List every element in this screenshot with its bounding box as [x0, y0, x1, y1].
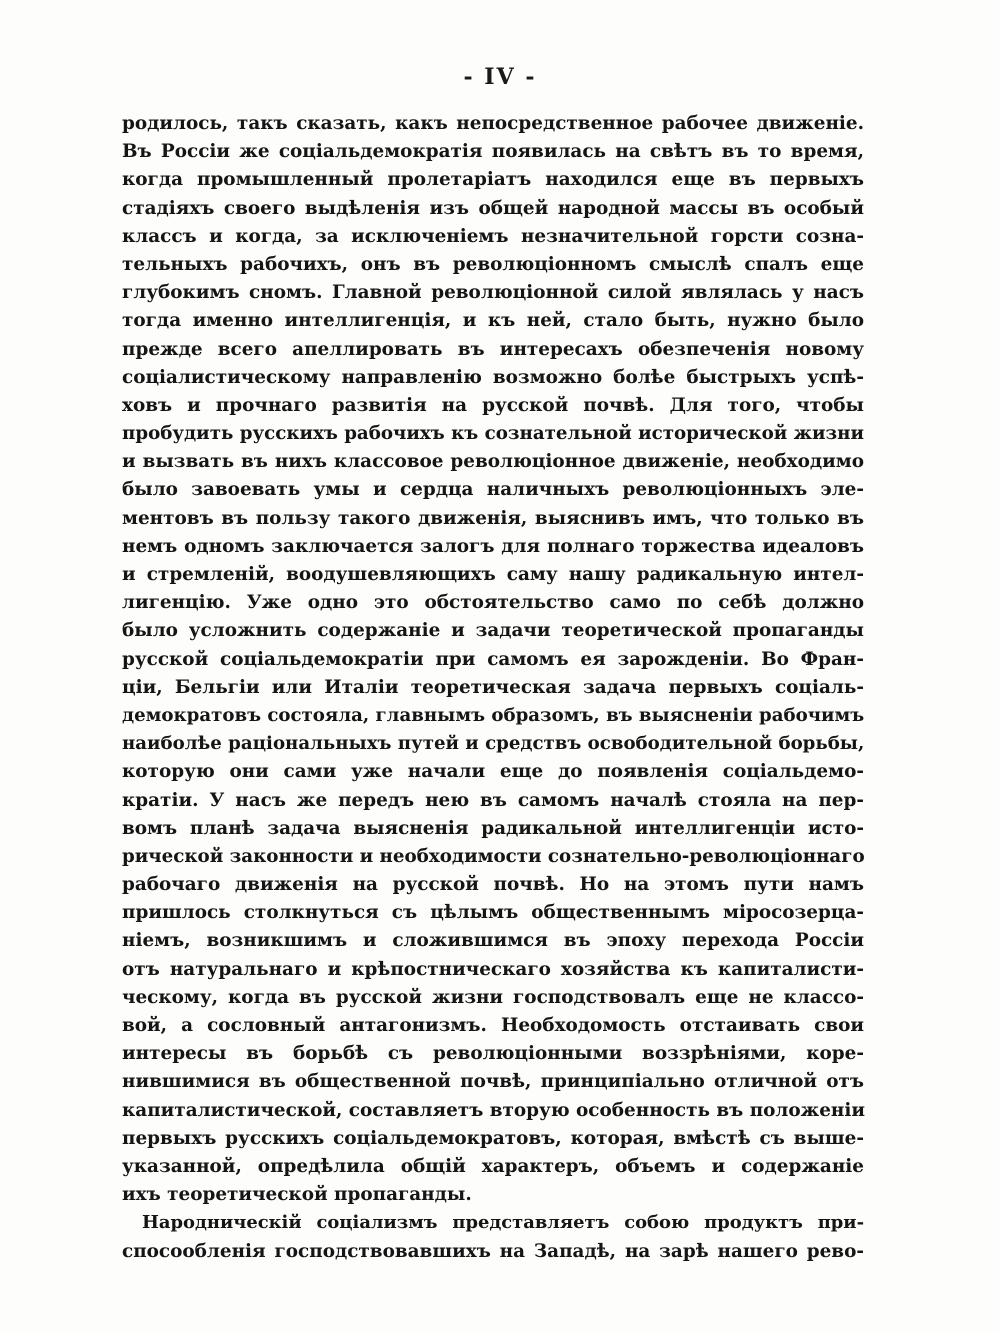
text-line: и вызвать въ нихъ классовое революціонное движеніе, необходимо	[122, 451, 864, 473]
text-line: ховъ и прочнаго развитія на русской почвѣ. Для того, чтобы	[122, 394, 864, 416]
text-line: первыхъ русскихъ соціальдемократовъ, которая, вмѣстѣ съ выше-	[122, 1127, 864, 1149]
text-line: ніемъ, возникшимъ и сложившимся въ эпоху перехода Россіи	[122, 930, 864, 952]
text-line: Въ Россіи же соціальдемократія появилась на свѣтъ въ то время,	[122, 141, 864, 163]
text-line: интересы въ борьбѣ съ революціонными воззрѣніями, коре-	[122, 1043, 864, 1065]
text-line: и стремленій, воодушевляющихъ саму нашу радикальную интел-	[122, 564, 864, 585]
text-line: тогда именно интеллигенція, и къ ней, стало быть, нужно было	[122, 310, 864, 332]
text-line: ціи, Бельгіи или Италіи теоретическая задача первыхъ соціаль-	[122, 676, 864, 698]
text-line: ческому, когда въ русской жизни господствовалъ еще не классо-	[122, 986, 864, 1008]
text-line: капиталистической, составляетъ вторую особенность въ положеніи	[122, 1099, 866, 1121]
text-line: пришлось столкнуться съ цѣлымъ общественнымъ міросозерца-	[122, 902, 864, 924]
text-line: указанной, опредѣлила общій характеръ, объемъ и содержаніе	[122, 1155, 864, 1177]
text-line: кратіи. У насъ же передъ нею въ самомъ началѣ стояла на пер-	[122, 789, 864, 811]
text-line: наиболѣе раціональныхъ путей и средствъ освободительной борьбы,	[122, 733, 865, 755]
paragraph-2	[122, 1209, 864, 1265]
page-number: - IV -	[463, 64, 537, 90]
text-line: тельныхъ рабочихъ, онъ въ революціонномъ смыслѣ спалъ еще	[122, 253, 864, 275]
body-text	[122, 110, 864, 1266]
text-line: немъ одномъ заключается залогъ для полнаго торжества идеаловъ	[122, 535, 864, 557]
text-line: стадіяхъ своего выдѣленія изъ общей народной массы въ особый	[122, 197, 864, 219]
text-line: вой, а сословный антагонизмъ. Необходомость отстаивать свои	[122, 1015, 864, 1036]
text-line: глубокимъ сномъ. Главной революціонной силой являлась у насъ	[122, 282, 864, 304]
text-line: ихъ теоретической пропаганды.	[122, 1184, 472, 1206]
text-line: родилось, такъ сказать, какъ непосредственное рабочее движеніе.	[122, 113, 864, 134]
text-line: спосообленія господствовавшихъ на Западѣ, на зарѣ нашего рево-	[122, 1240, 864, 1262]
text-line: прежде всего апеллировать въ интересахъ обезпеченія новому	[122, 338, 864, 360]
text-line: рической законности и необходимости сознательно-революціоннаго	[122, 845, 865, 867]
text-line: вомъ планѣ задача выясненія радикальной интеллигенціи исто-	[122, 817, 864, 839]
text-line: когда промышленный пролетаріатъ находился еще въ первыхъ	[122, 169, 864, 191]
text-line: демократовъ состояла, главнымъ образомъ, въ выясненіи рабочимъ	[122, 704, 865, 726]
text-line: ментовъ въ пользу такого движенія, выяснивъ имъ, что только въ	[122, 507, 864, 529]
text-line: рабочаго движенія на русской почвѣ. Но на этомъ пути намъ	[122, 874, 864, 896]
text-line: было усложнить содержаніе и задачи теоретической пропаганды	[122, 620, 864, 642]
text-line: соціалистическому направленію возможно болѣе быстрыхъ успѣ-	[122, 366, 864, 388]
text-line: Народническій соціализмъ представляетъ собою продуктъ при-	[142, 1212, 864, 1234]
text-line: русской соціальдемократіи при самомъ ея зарожденіи. Во Фран-	[122, 648, 864, 670]
text-line: лигенцію. Уже одно это обстоятельство само по себѣ должно	[122, 592, 864, 614]
text-line: отъ натуральнаго и крѣпостническаго хозяйства къ капиталисти-	[122, 958, 864, 980]
text-line: нившимися въ общественной почвѣ, принципіально отличной отъ	[122, 1071, 864, 1093]
text-line: которую они сами уже начали еще до появленія соціальдемо-	[122, 761, 864, 783]
text-line: пробудить русскихъ рабочихъ къ сознательной исторической жизни	[122, 423, 864, 445]
text-line: классъ и когда, за исключеніемъ незначительной горсти созна-	[122, 225, 864, 247]
text-line: было завоевать умы и сердца наличныхъ революціонныхъ эле-	[122, 479, 864, 501]
paragraph-1	[122, 110, 864, 1209]
